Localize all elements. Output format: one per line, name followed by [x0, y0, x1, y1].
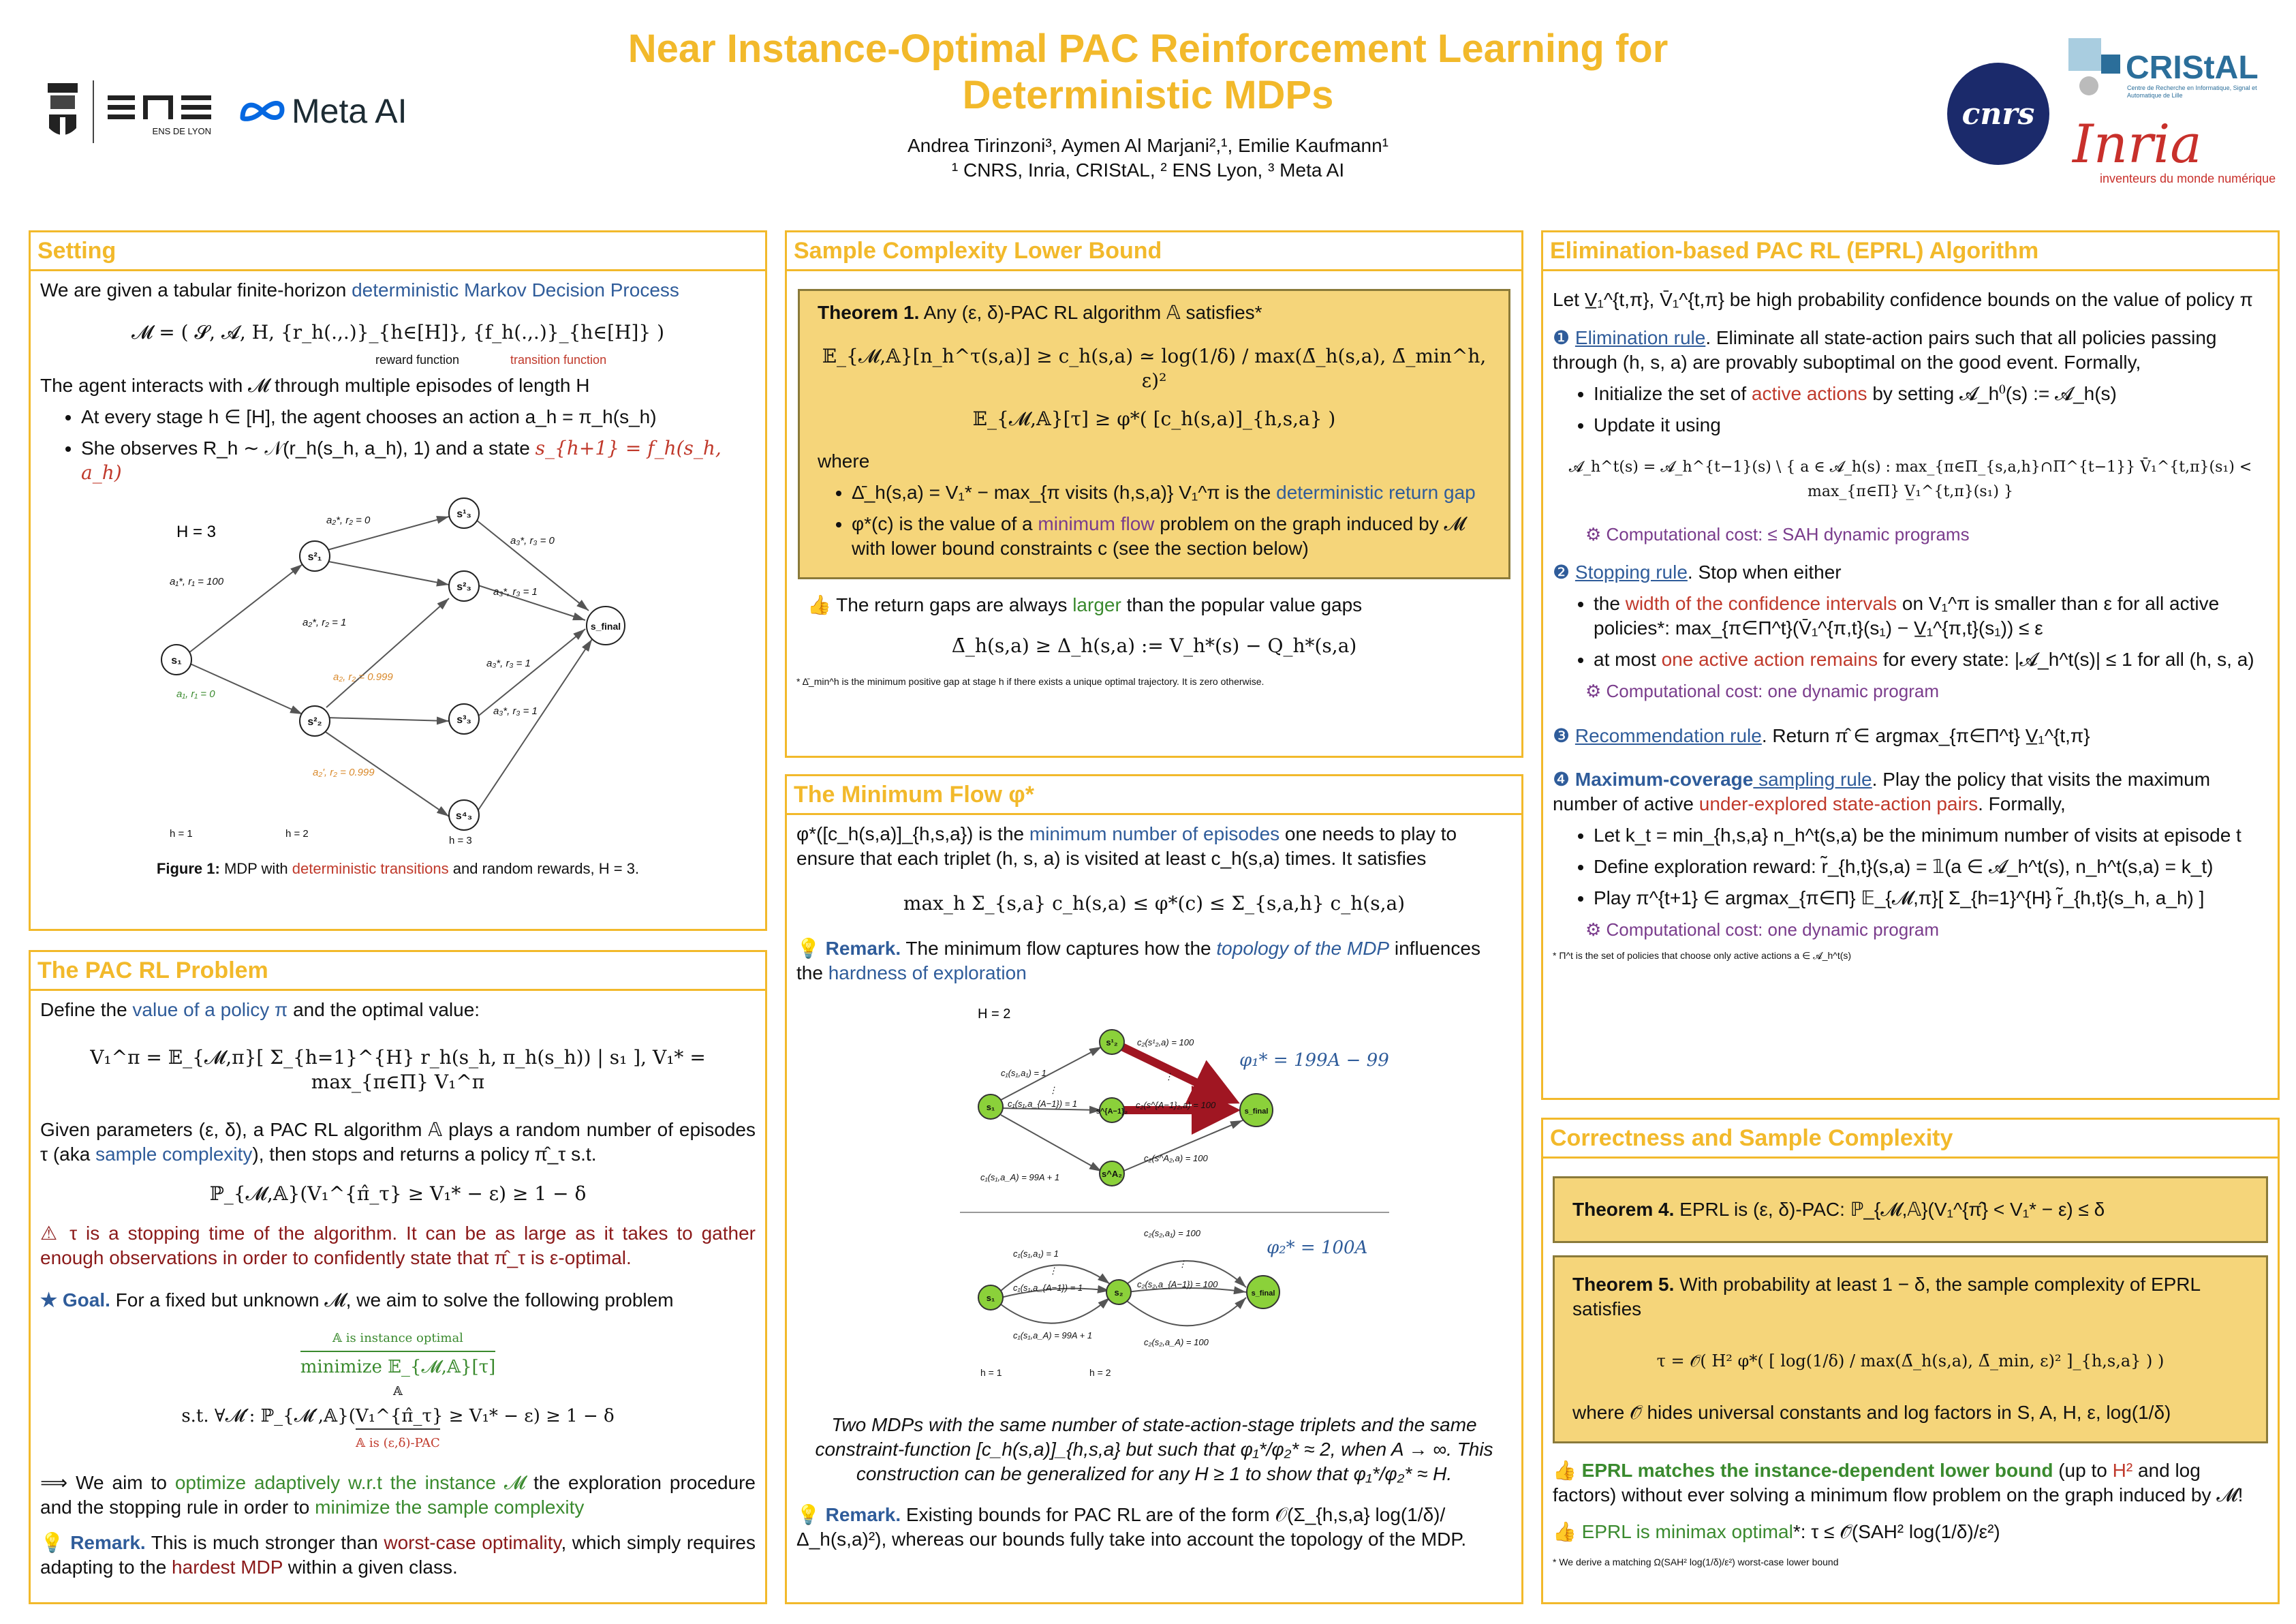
constraint-expr: s.t. ∀𝓜′: ℙ_{𝓜′,𝔸}(V₁^{π̂_τ} ≥ V₁* − ε) ≥ 1 − δ — [181, 1406, 615, 1426]
minflow-intro — [796, 822, 1512, 871]
fig1-edges — [189, 517, 592, 816]
minflow-intro-min-episodes: minimum number of episodes — [1029, 823, 1280, 844]
pac-goal — [40, 1288, 756, 1313]
cristal-logo-subtext: Centre de Recherche en Informatique, Signal et Automatique de Lille — [2127, 85, 2257, 99]
g2-stage-labels — [980, 1367, 1111, 1378]
cristal-logo — [2068, 38, 2280, 113]
fig1-edge-a3star-0: a₃*, r₃ = 0 — [510, 535, 555, 547]
step1-bullet-active-actions: active actions — [1751, 383, 1867, 404]
step2-number-icon: ❷ — [1553, 562, 1570, 583]
step4-bullet-kt: • Let k_t = min_{h,s,a} n_h^t(s,a) be the minimum number of visits at episode t — [1594, 823, 2268, 848]
return-gap-note-end: than the popular value gaps — [1121, 594, 1363, 615]
step4-bullets — [1553, 823, 2268, 910]
equation-pac: ℙ_{𝓜,𝔸}(V₁^{π̂_τ} ≥ V₁* − ε) ≥ 1 − δ — [209, 1182, 587, 1205]
step4-bullet-reward: • Define exploration reward: r̃_{h,t}(s,a) = 𝟙(a ∈ 𝓐_h^t(s), n_h^t(s,a) = k_t) — [1594, 855, 2268, 879]
g1-c5: c₂(s^{A−1}₂,a) = 100 — [1136, 1100, 1216, 1110]
g2-c1: c₁(s₁,a₁) = 1 — [1013, 1248, 1059, 1259]
affiliations: ¹ CNRS, Inria, CRIStAL, ² ENS Lyon, ³ Meta AI — [951, 159, 1345, 181]
pac-given-sample-complexity: sample complexity — [95, 1144, 253, 1165]
pac-aim-text: ⟹ We aim to — [40, 1472, 175, 1493]
cristal-logo-text: CRIStAL — [2126, 50, 2259, 86]
phi1-value: φ₁* = 199A − 99 — [1239, 1050, 1389, 1071]
cnrs-logo-text: cnrs — [1961, 96, 2035, 132]
eprl-step2 — [1553, 560, 2268, 585]
panel-correctness — [1541, 1118, 2280, 1604]
bullet-min-flow-text: φ*(c) is the value of a — [852, 513, 1038, 534]
eprl-step4 — [1553, 767, 2268, 816]
step1-bullet-init — [1594, 382, 2268, 406]
theorem-1-box — [798, 289, 1510, 579]
bullet-return-gap — [852, 480, 1491, 505]
theorem-4-text: EPRL is (ε, δ)-PAC: ℙ_{𝓜,𝔸}(V₁^{π̂} < V₁* − ε) ≤ δ — [1674, 1199, 2105, 1220]
fig1-caption-end: and random rewards, H = 3. — [448, 860, 640, 877]
pac-define-value: value of a policy π — [132, 999, 288, 1020]
pac-goal-label: ★ Goal. — [40, 1289, 110, 1311]
phi2-value: φ₂* = 100A — [1267, 1238, 1368, 1258]
pac-given-end: ), then stops and returns a policy π̂_τ s.t. — [252, 1144, 597, 1165]
step2-bullet-one-action-text: at most — [1594, 649, 1662, 670]
step2-bullet-width — [1594, 592, 2268, 641]
eprl-intro: Let V̲₁^{t,π}, V̄₁^{t,π} be high probability confidence bounds on the value of policy π — [1553, 289, 2253, 310]
theorem-1-label: Theorem 1. — [818, 302, 920, 323]
step1-bullet-init-text: Initialize the set of — [1594, 383, 1752, 404]
transition-function-label: transition function — [510, 353, 607, 367]
fig1-node-s21: s²₁ — [307, 551, 322, 563]
claim-minimax-text: *: τ ≤ 𝒪̃(SAH² log(1/δ)/ε²) — [1793, 1521, 2000, 1542]
fig1-node-s22: s²₂ — [307, 716, 322, 728]
g1-c3: c₁(s₁,a_A) = 99A + 1 — [980, 1172, 1060, 1182]
equation-gaps: Δ̄_h(s,a) ≥ Δ_h(s,a) := V_h*(s) − Q_h*(s,a) — [951, 634, 1357, 657]
step3-title: Recommendation rule — [1574, 725, 1762, 746]
pac-given — [40, 1118, 756, 1167]
minflow-caption: Two MDPs with the same number of state-action-stage triplets and the same constraint-function [c_h(s,a)]_{h,s,a} but such that φ₁*/φ₂* ≈ 2, when A → ∞. This construction can be generalized for any H ≥ 1 to show that φ₁*/φ₂* ≈ H. — [815, 1414, 1493, 1484]
panel-heading: Correctness and Sample Complexity — [1543, 1120, 2278, 1159]
return-gap-note — [796, 593, 1512, 617]
claim-lower-bound-end: and log factors) without ever solving a minimum flow problem on the graph induced by 𝓜! — [1553, 1460, 2244, 1505]
cost-step2: ⚙ Computational cost: one dynamic program — [1585, 681, 1939, 701]
g1-node-s2m: s^{A−1}₂ — [1096, 1107, 1128, 1116]
step4-number-icon: ❹ — [1553, 769, 1570, 790]
eprl-step1 — [1553, 326, 2268, 375]
figure1-caption — [40, 857, 756, 881]
g2-node-s2: s₂ — [1114, 1287, 1123, 1298]
step2-bullet-width-term: width of the confidence intervals — [1625, 593, 1897, 614]
fig1-nodes — [161, 498, 625, 830]
bullet-observe — [81, 436, 756, 485]
inria-logo-text: Inria — [2073, 114, 2202, 175]
step4-end: . Formally, — [1978, 793, 2066, 814]
step2-bullet-width-end: on V₁^π is smaller than ε for all active policies*: max_{π∈Π^t}(V̄₁^{π,t}(s₁) − V̲₁^{π,t}(s₁)) ≤ ε — [1594, 593, 2220, 639]
figure1-mdp-graph — [40, 496, 756, 851]
pac-remark-worst-case: worst-case optimality — [384, 1532, 561, 1553]
inria-logo — [2073, 114, 2277, 185]
meta-ai-text: Meta AI — [292, 92, 407, 130]
step2-bullet-one-action-term: one active action remains — [1661, 649, 1878, 670]
g1-c2: c₁(s₁,a_{A−1}) = 1 — [1008, 1099, 1078, 1109]
step4-text: . Play the policy that visits the maximum number of active — [1553, 769, 2211, 814]
minflow-remark-topology: topology of the MDP — [1216, 938, 1390, 959]
minflow-intro-text: φ*([c_h(s,a)]_{h,s,a}) is the — [796, 823, 1029, 844]
cost-step4: ⚙ Computational cost: one dynamic program — [1585, 919, 1939, 940]
claim-lower-bound-bold: 👍 EPRL matches the instance-dependent lower bound — [1553, 1460, 2053, 1481]
brace-labels — [40, 348, 756, 367]
cnrs-logo — [1947, 63, 2049, 165]
pac-aim-mid: the exploration procedure and the stopping rule in order to — [40, 1472, 756, 1518]
panel-setting — [29, 230, 767, 931]
step1-text: . Eliminate all state-action pairs such that all policies passing through (h, s, a) are provably suboptimal on the good event. Formally, — [1553, 327, 2217, 373]
title-line2: Deterministic MDPs — [962, 73, 1334, 117]
pac-remark-text: This is much stronger than — [145, 1532, 384, 1553]
bullet-stage: • At every stage h ∈ [H], the agent chooses an action a_h = π_h(s_h) — [81, 405, 756, 429]
step2-title: Stopping rule — [1574, 562, 1688, 583]
theorem-5-note: where 𝒪̃ hides universal constants and log factors in S, A, H, ε, log(1/δ) — [1572, 1402, 2171, 1423]
setting-bullets — [40, 405, 756, 485]
figure-minflow-graphs — [796, 998, 1512, 1407]
bullet-return-gap-text: Δ̄_h(s,a) = V₁* − max_{π visits (h,s,a)} V₁^π is the — [852, 482, 1277, 503]
g2-dots1: ⋮ — [1049, 1266, 1057, 1276]
return-gap-note-larger: larger — [1072, 594, 1121, 615]
minflow-intro-end: one needs to play to ensure that each triplet (h, s, a) is visited at least c_h(s,a) times. It satisfies — [796, 823, 1457, 869]
step4-title: sampling rule — [1753, 769, 1872, 790]
theorem-1-eq1: 𝔼_{𝓜,𝔸}[n_h^τ(s,a)] ≥ c_h(s,a) ≃ log(1/δ) / max(Δ̄_h(s,a), Δ̄_min^h, ε)² — [822, 345, 1487, 392]
step4-under-explored: under-explored state-action pairs — [1698, 793, 1979, 814]
theorem-4-box — [1553, 1176, 2268, 1243]
lower-footnote: * Δ̄_min^h is the minimum positive gap at stage h if there exists a unique optimal trajectory. It is zero otherwise. — [796, 676, 1265, 687]
claim-lower-bound-h2: H² — [2112, 1460, 2133, 1481]
g2-c6: c₂(s₂,a_A) = 100 — [1144, 1337, 1209, 1347]
bullet-observe-next-state: s_{h+1} = f_h(s_h, a_h) — [81, 437, 722, 484]
theorem-1-statement — [818, 301, 1491, 325]
step2-bullet-one-action-end: for every state: |𝓐_h^t(s)| ≤ 1 for all (h, s, a) — [1878, 649, 2254, 670]
fig1-node-s32: s²₃ — [456, 581, 471, 593]
pac-aim-minimize: minimize the sample complexity — [315, 1497, 585, 1518]
panel-heading: Setting — [31, 232, 765, 271]
pac-define-text: Define the — [40, 999, 133, 1020]
agent-text: The agent interacts with 𝓜 through multiple episodes of length H — [40, 375, 590, 396]
equation-mdp: 𝓜 = ( 𝓢, 𝓐, H, {r_h(.,.)}_{h∈[H]}, {f_h(.,.)}_{h∈[H]} ) — [131, 321, 665, 343]
panel-heading: Sample Complexity Lower Bound — [787, 232, 1521, 271]
fig1-caption-deterministic: deterministic transitions — [292, 860, 449, 877]
pac-aim — [40, 1471, 756, 1520]
g1-edges — [1001, 1047, 1102, 1171]
g1-node-sfinal: s_final — [1244, 1107, 1269, 1116]
theorem-5-box — [1553, 1255, 2268, 1443]
g2-c2: c₁(s₁,a_{A−1}) = 1 — [1013, 1283, 1083, 1293]
fig1-node-s31: s¹₃ — [456, 508, 471, 520]
pac-remark-label: 💡 Remark. — [40, 1532, 146, 1553]
minimize-sub: 𝔸 — [393, 1384, 403, 1398]
minflow-remark2 — [796, 1503, 1512, 1552]
g1-node-s1: s₁ — [986, 1102, 995, 1112]
bullet-min-flow-end: problem on the graph induced by 𝓜 with lower bound constraints c (see the section below) — [852, 513, 1465, 559]
g1-dots1: ⋮ — [1049, 1085, 1057, 1095]
theorem-1-where: where — [818, 450, 870, 472]
eps-pac-label: 𝔸 is (ε,δ)-PAC — [356, 1428, 440, 1456]
pac-remark — [40, 1531, 756, 1580]
minflow-remark-hardness: hardness of exploration — [828, 962, 1027, 983]
fig1-edge-labels — [170, 515, 555, 778]
fig1-caption-text: MDP with — [219, 860, 292, 877]
g1-c1: c₁(s₁,a₁) = 1 — [1001, 1068, 1046, 1078]
claim-lower-bound-text: (up to — [2053, 1460, 2113, 1481]
inria-logo-subtext: inventeurs du monde numérique — [2100, 172, 2276, 185]
ens-logo-text: ENS DE LYON — [152, 126, 211, 136]
panel-heading: The Minimum Flow φ* — [787, 776, 1521, 815]
fig1-edge-a3star-1: a₃*, r₃ = 1 — [493, 586, 538, 598]
theorem-5-label: Theorem 5. — [1572, 1274, 1675, 1295]
minflow-remark-mid: influences the — [796, 938, 1480, 983]
minflow-remark2-label: 💡 Remark. — [796, 1504, 901, 1525]
g2-stage-h2: h = 2 — [1089, 1367, 1111, 1378]
minflow-remark — [796, 936, 1512, 985]
fig1-node-s34: s⁴₃ — [455, 810, 473, 822]
authors-block — [0, 134, 2296, 183]
g2-node-s1: s₁ — [986, 1293, 995, 1303]
fig1-edge-a3star-3: a₃*, r₃ = 1 — [493, 705, 538, 717]
g1-node-s2A: s^A₂ — [1102, 1169, 1122, 1179]
fig1-edge-a3star-2: a₃*, r₃ = 1 — [486, 658, 531, 669]
fig1-edge-a1star: a₁*, r₁ = 100 — [170, 576, 224, 587]
theorem-1-eq2: 𝔼_{𝓜,𝔸}[τ] ≥ φ*( [c_h(s,a)]_{h,s,a} ) — [972, 408, 1336, 430]
step2-text: . Stop when either — [1687, 562, 1842, 583]
claim-lower-bound — [1553, 1458, 2268, 1507]
equation-minflow-bounds: max_h Σ_{s,a} c_h(s,a) ≤ φ*(c) ≤ Σ_{s,a,h} c_h(s,a) — [903, 892, 1406, 915]
correct-footnote: * We derive a matching Ω(SAH² log(1/δ)/ε²) worst-case lower bound — [1553, 1557, 1839, 1567]
panel-eprl — [1541, 230, 2280, 1100]
g1-c6: c₂(s^A₂,a) = 100 — [1144, 1153, 1208, 1163]
step2-bullets — [1553, 592, 2268, 672]
bullet-return-gap-term: deterministic return gap — [1276, 482, 1476, 503]
fig1-caption-label: Figure 1: — [156, 860, 220, 877]
theorem-1-bullets — [818, 480, 1491, 561]
pac-aim-optimize: optimize adaptively w.r.t the instance 𝓜 — [174, 1472, 526, 1493]
pac-goal-text: For a fixed but unknown 𝓜, we aim to solve the following problem — [110, 1289, 674, 1311]
step1-bullet-init-end: by setting 𝓐_h⁰(s) := 𝓐_h(s) — [1867, 383, 2117, 404]
optimization-problem — [40, 1326, 756, 1456]
step1-title: Elimination rule — [1574, 327, 1706, 348]
step1-number-icon: ❶ — [1553, 327, 1570, 348]
fig1-node-s1: s₁ — [171, 655, 182, 667]
fig1-edge-a1: a₁, r₁ = 0 — [176, 688, 215, 700]
pac-define — [40, 998, 756, 1022]
setting-intro — [40, 278, 756, 303]
g1-edge-last — [1122, 1120, 1243, 1171]
cost-step1: ⚙ Computational cost: ≤ SAH dynamic programs — [1585, 524, 1970, 545]
authors: Andrea Tirinzoni³, Aymen Al Marjani²,¹, Emilie Kaufmann¹ — [907, 135, 1389, 156]
fig1-edge-a2star-0: a₂*, r₂ = 0 — [326, 515, 371, 526]
step4-bullet-play: • Play π^{t+1} ∈ argmax_{π∈Π} 𝔼_{𝓜,π}[ Σ_{h=1}^{H} r̃_{h,t}(s_h, a_h) ] — [1594, 886, 2268, 910]
panel-lower-bound — [785, 230, 1523, 758]
step1-bullets — [1553, 382, 2268, 438]
fig1-H-label: H = 3 — [176, 523, 217, 541]
step4-title-bold: Maximum-coverage — [1574, 769, 1754, 790]
eprl-step3 — [1553, 724, 2268, 748]
fig1-node-s33: s³₃ — [456, 714, 471, 726]
g2-c5: c₂(s₂,a_{A−1}) = 100 — [1137, 1279, 1218, 1289]
bullet-observe-text: She observes R_h ∼ 𝒩(r_h(s_h, a_h), 1) and a state — [81, 438, 536, 459]
instance-optimal-label: 𝔸 is instance optimal — [332, 1331, 463, 1345]
eprl-footnote: * Π^t is the set of policies that choose only active actions a ∈ 𝓐_h^t(s) — [1553, 950, 1852, 961]
fig1-node-sfinal: s_final — [590, 621, 621, 632]
fig1-node-labels — [171, 508, 621, 822]
minflow-remark2-text: Existing bounds for PAC RL are of the form 𝒪(Σ_{h,s,a} log(1/δ)/Δ_h(s,a)²), whereas our bounds fully take into account the topology of the MDP. — [796, 1504, 1467, 1550]
step2-bullet-one-action — [1594, 647, 2268, 672]
theorem-1-text: Any (ε, δ)-PAC RL algorithm 𝔸 satisfies* — [919, 302, 1262, 323]
step3-number-icon: ❸ — [1553, 725, 1570, 746]
fig1-edge-a2: a₂, r₂ = 0.999 — [333, 671, 393, 683]
return-gap-note-text: 👍 The return gaps are always — [807, 594, 1073, 615]
pac-remark-end: within a given class. — [282, 1557, 458, 1578]
bullet-min-flow-term: minimum flow — [1038, 513, 1155, 534]
fig1-stage-labels — [170, 828, 472, 846]
fig1-stage-h1: h = 1 — [170, 828, 193, 840]
claim-minimax-label: 👍 EPRL is minimax optimal — [1553, 1521, 1793, 1542]
g2-dots2: ⋮ — [1178, 1259, 1187, 1269]
g2-c4: c₂(s₂,a₁) = 100 — [1144, 1228, 1201, 1238]
equation-elimination: 𝓐_h^t(s) = 𝓐_h^{t−1}(s) \ { a ∈ 𝓐_h(s) : max_{π∈Π_{s,a,h}∩Π^{t−1}} V̄₁^{t,π}(s₁) < max_{π∈Π} V̲₁^{t,π}(s₁) } — [1568, 459, 2252, 500]
theorem-4-label: Theorem 4. — [1572, 1199, 1675, 1220]
g2-stage-h1: h = 1 — [980, 1367, 1002, 1378]
fig1-stage-h2: h = 2 — [285, 828, 309, 840]
panel-minimum-flow — [785, 774, 1523, 1604]
equation-value: V₁^π = 𝔼_{𝓜,π}[ Σ_{h=1}^{H} r_h(s_h, π_h(s_h)) | s₁ ], V₁* = max_{π∈Π} V₁^π — [90, 1046, 706, 1093]
step2-bullet-width-text: the — [1594, 593, 1626, 614]
fig2-H-label: H = 2 — [978, 1007, 1011, 1022]
step1-bullet-update: • Update it using — [1594, 413, 2268, 438]
fig1-stage-h3: h = 3 — [449, 835, 472, 846]
g2-node-sfinal: s_final — [1251, 1289, 1275, 1298]
g2-c3: c₁(s₁,a_A) = 99A + 1 — [1013, 1330, 1093, 1340]
claim-minimax — [1553, 1520, 2268, 1544]
g1-node-s21: s¹₂ — [1106, 1037, 1118, 1047]
bullet-min-flow — [852, 512, 1491, 561]
minflow-remark-label: 💡 Remark. — [796, 938, 901, 959]
fig1-edge-a2star-1: a₂*, r₂ = 1 — [302, 617, 347, 628]
minflow-remark-text: The minimum flow captures how the — [901, 938, 1217, 959]
step3-text: . Return π̂ ∈ argmax_{π∈Π^t} V̲₁^{t,π} — [1761, 725, 2090, 746]
theorem-5-statement — [1572, 1272, 2248, 1321]
pac-define-end: and the optimal value: — [288, 999, 480, 1020]
pac-warning: ⚠ τ is a stopping time of the algorithm. It can be as large as it takes to gather enough observations in order to confidently state that π̂_τ is ε-optimal. — [40, 1223, 756, 1268]
panel-heading: The PAC RL Problem — [31, 952, 765, 991]
panel-pac-rl — [29, 950, 767, 1604]
g1-dots2: ⋮ — [1164, 1071, 1173, 1082]
g1-c4: c₂(s¹₂,a) = 100 — [1137, 1037, 1194, 1047]
setting-intro-text: We are given a tabular finite-horizon — [40, 279, 352, 301]
panel-heading: Elimination-based PAC RL (EPRL) Algorithm — [1543, 232, 2278, 271]
pac-given-text: Given parameters (ε, δ), a PAC RL algorithm 𝔸 plays a random number of episodes τ (aka — [40, 1119, 756, 1165]
minimize-expr: minimize 𝔼_{𝓜,𝔸}[τ] — [300, 1351, 495, 1379]
fig1-edge-a2prime: a₂', r₂ = 0.999 — [313, 767, 375, 778]
theorem-5-text: With probability at least 1 − δ, the sample complexity of EPRL satisfies — [1572, 1274, 2201, 1319]
title-line1: Near Instance-Optimal PAC Reinforcement Learning for — [627, 27, 1669, 71]
theorem-5-eq: τ = 𝒪̃( H² φ*( [ log(1/δ) / max(Δ̄_h(s,a), Δ̄_min, ε)² ]_{h,s,a} ) ) — [1656, 1351, 2165, 1370]
setting-intro-mdp: deterministic Markov Decision Process — [352, 279, 679, 301]
reward-function-label: reward function — [375, 353, 460, 367]
pac-remark-hardest: hardest MDP — [172, 1557, 283, 1578]
pac-remark-mid: , which simply requires adapting to the — [40, 1532, 756, 1578]
